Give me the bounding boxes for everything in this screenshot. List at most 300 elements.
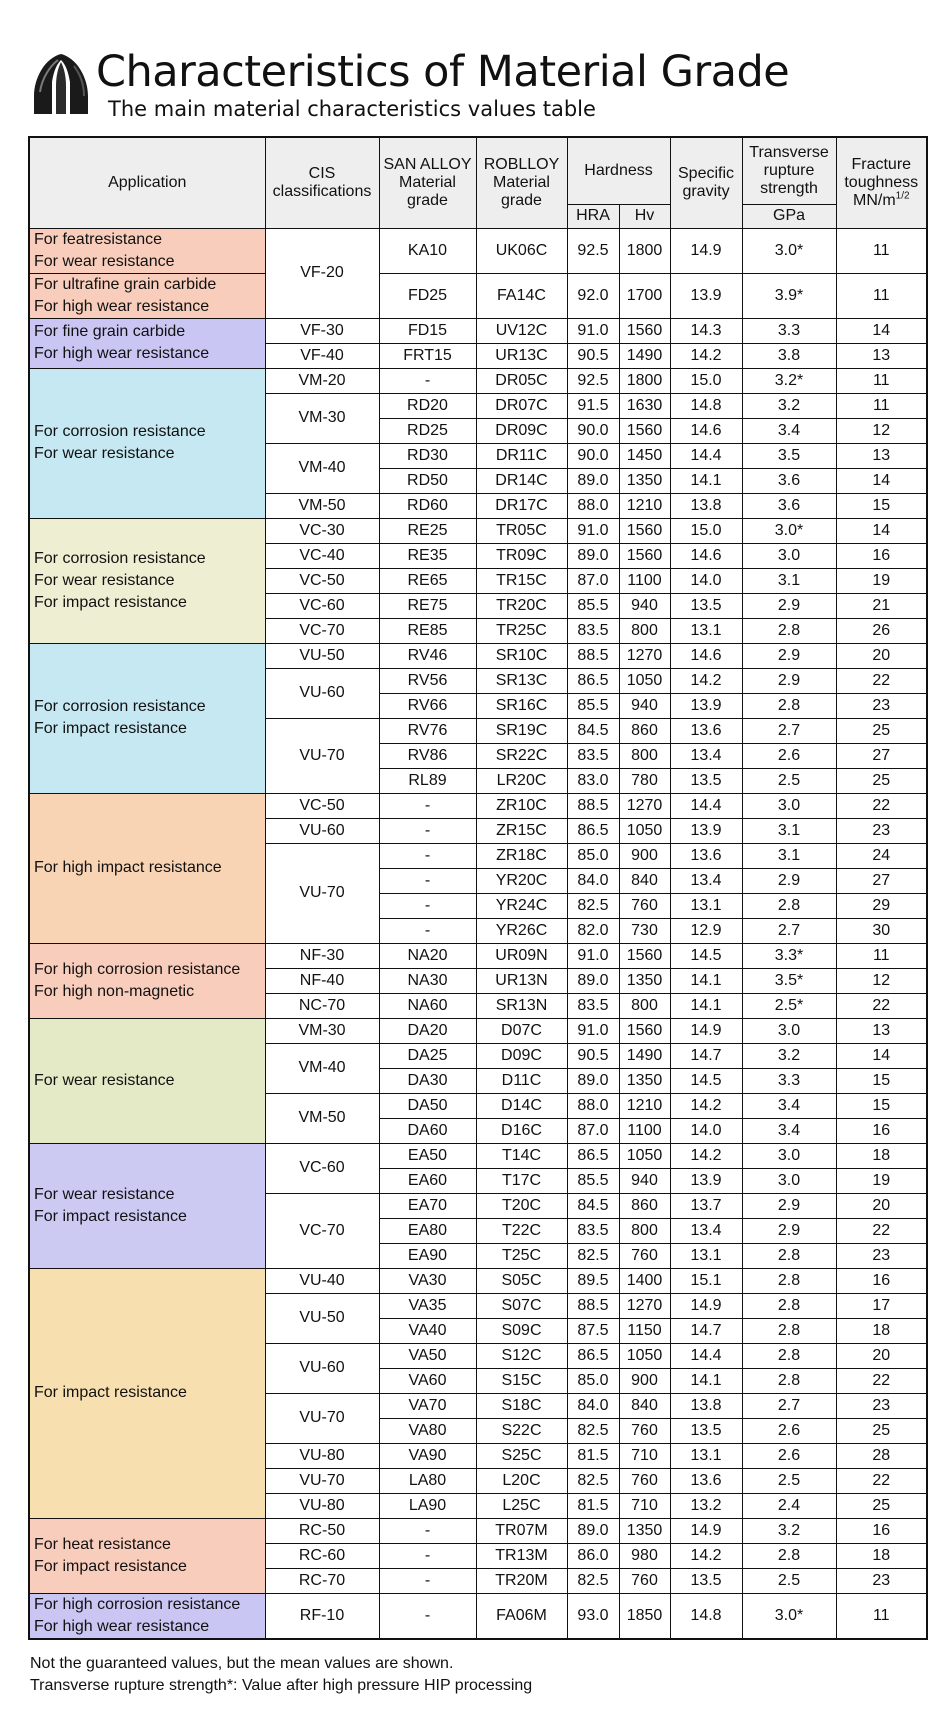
table-row — [29, 1518, 927, 1543]
roblloy-grade: SR19C — [476, 718, 567, 743]
cis-classification-cell: VM-30 — [265, 393, 379, 443]
cis-classification-cell: VM-50 — [265, 1093, 379, 1143]
header-application: Application — [29, 137, 265, 228]
fracture-toughness-value: 20 — [836, 1193, 927, 1218]
trs-value: 2.8 — [742, 1543, 836, 1568]
fracture-toughness-value: 19 — [836, 1168, 927, 1193]
hra-value: 85.0 — [567, 843, 619, 868]
hra-value: 91.0 — [567, 1018, 619, 1043]
cis-classification-cell: VU-60 — [265, 1343, 379, 1393]
hra-value: 83.0 — [567, 768, 619, 793]
cis-classification-cell: VU-60 — [265, 818, 379, 843]
roblloy-grade: DR14C — [476, 468, 567, 493]
cis-classification-cell: VU-70 — [265, 843, 379, 943]
hra-value: 91.0 — [567, 318, 619, 343]
cis-classification-cell: NF-40 — [265, 968, 379, 993]
san-alloy-grade: VA70 — [379, 1393, 476, 1418]
hv-value: 840 — [619, 1393, 670, 1418]
hra-value: 88.5 — [567, 643, 619, 668]
roblloy-grade: T14C — [476, 1143, 567, 1168]
footnote-mean-values: Not the guaranteed values, but the mean values are shown. — [30, 1655, 454, 1672]
cis-classification-cell: VM-40 — [265, 443, 379, 493]
roblloy-grade: S25C — [476, 1443, 567, 1468]
hv-value: 1560 — [619, 943, 670, 968]
san-alloy-grade: DA60 — [379, 1118, 476, 1143]
hv-value: 1400 — [619, 1268, 670, 1293]
hra-value: 83.5 — [567, 743, 619, 768]
hv-value: 1800 — [619, 368, 670, 393]
cis-classification-cell: VC-60 — [265, 1143, 379, 1193]
fracture-toughness-value: 22 — [836, 1368, 927, 1393]
trs-value: 3.1 — [742, 568, 836, 593]
san-alloy-grade: - — [379, 368, 476, 393]
material-grade-table — [28, 136, 928, 1640]
fracture-toughness-value: 30 — [836, 918, 927, 943]
fracture-toughness-value: 16 — [836, 543, 927, 568]
roblloy-grade: S09C — [476, 1318, 567, 1343]
application-line: For impact resistance — [34, 593, 187, 611]
san-alloy-grade: RE85 — [379, 618, 476, 643]
roblloy-grade: S18C — [476, 1393, 567, 1418]
san-alloy-grade: - — [379, 868, 476, 893]
roblloy-grade: FA06M — [476, 1593, 567, 1639]
hra-value: 91.5 — [567, 393, 619, 418]
roblloy-grade: YR26C — [476, 918, 567, 943]
hv-value: 1050 — [619, 1343, 670, 1368]
hra-value: 82.5 — [567, 1568, 619, 1593]
cis-classification-cell: VU-70 — [265, 1468, 379, 1493]
fracture-toughness-value: 25 — [836, 1418, 927, 1443]
application-line: For high wear resistance — [34, 297, 210, 315]
fracture-toughness-value: 23 — [836, 818, 927, 843]
cis-classification-cell: VM-20 — [265, 368, 379, 393]
hra-value: 89.5 — [567, 1268, 619, 1293]
fracture-toughness-value: 16 — [836, 1518, 927, 1543]
specific-gravity-value: 13.1 — [670, 1243, 742, 1268]
header-hra: HRA — [567, 204, 619, 228]
cis-classification-cell: RC-50 — [265, 1518, 379, 1543]
hv-value: 710 — [619, 1443, 670, 1468]
specific-gravity-value: 13.5 — [670, 1568, 742, 1593]
fracture-toughness-value: 29 — [836, 893, 927, 918]
fracture-toughness-value: 18 — [836, 1143, 927, 1168]
fracture-toughness-value: 11 — [836, 1593, 927, 1639]
table-row — [29, 228, 927, 273]
hra-value: 89.0 — [567, 968, 619, 993]
trs-value: 3.4 — [742, 1093, 836, 1118]
trs-value: 3.5* — [742, 968, 836, 993]
specific-gravity-value: 13.8 — [670, 493, 742, 518]
application-line: For high corrosion resistance — [34, 960, 241, 978]
header-fracture — [836, 137, 927, 228]
roblloy-grade: TR09C — [476, 543, 567, 568]
fracture-toughness-value: 14 — [836, 518, 927, 543]
hra-value: 87.0 — [567, 568, 619, 593]
specific-gravity-value: 13.9 — [670, 1168, 742, 1193]
roblloy-grade: D14C — [476, 1093, 567, 1118]
cis-classification-cell: VM-50 — [265, 493, 379, 518]
cis-classification-cell: VU-80 — [265, 1443, 379, 1468]
hv-value: 1270 — [619, 793, 670, 818]
roblloy-grade: L25C — [476, 1493, 567, 1518]
fracture-toughness-value: 27 — [836, 868, 927, 893]
specific-gravity-value: 14.8 — [670, 393, 742, 418]
page-title: Characteristics of Material Grade — [96, 47, 790, 97]
specific-gravity-value: 14.4 — [670, 793, 742, 818]
fracture-toughness-value: 22 — [836, 793, 927, 818]
roblloy-grade: TR05C — [476, 518, 567, 543]
hv-value: 940 — [619, 1168, 670, 1193]
header-hv: Hv — [619, 204, 670, 228]
hv-value: 800 — [619, 743, 670, 768]
trs-value: 2.7 — [742, 1393, 836, 1418]
application-cell — [29, 518, 265, 643]
san-alloy-grade: RV56 — [379, 668, 476, 693]
cis-classification-cell: VU-40 — [265, 1268, 379, 1293]
san-alloy-grade: VA40 — [379, 1318, 476, 1343]
hra-value: 91.0 — [567, 518, 619, 543]
san-alloy-grade: RD20 — [379, 393, 476, 418]
specific-gravity-value: 14.5 — [670, 943, 742, 968]
application-cell — [29, 643, 265, 793]
san-alloy-grade: RD25 — [379, 418, 476, 443]
fracture-toughness-value: 15 — [836, 493, 927, 518]
specific-gravity-value: 14.6 — [670, 418, 742, 443]
hv-value: 1050 — [619, 818, 670, 843]
application-cell — [29, 1018, 265, 1143]
roblloy-grade: L20C — [476, 1468, 567, 1493]
table-row — [29, 1593, 927, 1639]
specific-gravity-value: 14.2 — [670, 343, 742, 368]
cis-classification-cell: VU-50 — [265, 1293, 379, 1343]
page-subtitle: The main material characteristics values table — [108, 97, 596, 121]
roblloy-grade: UR13N — [476, 968, 567, 993]
application-line: For fine grain carbide — [34, 323, 186, 340]
hv-value: 860 — [619, 718, 670, 743]
roblloy-grade: UR13C — [476, 343, 567, 368]
application-line: For impact resistance — [34, 1384, 187, 1401]
fracture-toughness-value: 25 — [836, 718, 927, 743]
header-specific-gravity: Specific gravity — [670, 137, 742, 228]
fracture-toughness-value: 23 — [836, 1243, 927, 1268]
hra-value: 84.0 — [567, 1393, 619, 1418]
fracture-toughness-value: 17 — [836, 1293, 927, 1318]
application-line: For corrosion resistance — [34, 698, 206, 715]
application-line: For wear resistance — [34, 445, 175, 462]
hv-value: 1350 — [619, 1518, 670, 1543]
specific-gravity-value: 13.4 — [670, 743, 742, 768]
roblloy-grade: DR17C — [476, 493, 567, 518]
hv-value: 780 — [619, 768, 670, 793]
trs-value: 3.0 — [742, 793, 836, 818]
specific-gravity-value: 14.0 — [670, 1118, 742, 1143]
cis-classification-cell: VF-30 — [265, 318, 379, 343]
trs-value: 3.6 — [742, 468, 836, 493]
san-alloy-grade: EA70 — [379, 1193, 476, 1218]
san-alloy-grade: DA50 — [379, 1093, 476, 1118]
trs-value: 3.9* — [742, 273, 836, 318]
hra-value: 92.5 — [567, 228, 619, 273]
san-alloy-grade: LA90 — [379, 1493, 476, 1518]
application-line: For impact resistance — [34, 720, 187, 737]
fracture-toughness-value: 11 — [836, 368, 927, 393]
trs-value: 2.8 — [742, 618, 836, 643]
application-line: For corrosion resistance — [34, 423, 206, 440]
hra-value: 81.5 — [567, 1443, 619, 1468]
application-cell — [29, 318, 265, 368]
cis-classification-cell: VC-40 — [265, 543, 379, 568]
specific-gravity-value: 14.4 — [670, 443, 742, 468]
san-alloy-grade: RL89 — [379, 768, 476, 793]
table-row — [29, 518, 927, 543]
fracture-toughness-value: 18 — [836, 1318, 927, 1343]
roblloy-grade: TR07M — [476, 1518, 567, 1543]
roblloy-grade: D09C — [476, 1043, 567, 1068]
hra-value: 86.0 — [567, 1543, 619, 1568]
header-trs-unit: GPa — [742, 204, 836, 228]
cis-classification-cell: VU-60 — [265, 668, 379, 718]
san-alloy-grade: DA30 — [379, 1068, 476, 1093]
specific-gravity-value: 14.6 — [670, 543, 742, 568]
san-alloy-grade: RV76 — [379, 718, 476, 743]
roblloy-grade: TR20C — [476, 593, 567, 618]
application-line: For featresistance — [34, 230, 163, 248]
trs-value: 3.1 — [742, 818, 836, 843]
header-roblloy: ROBLLOY Material grade — [476, 137, 567, 228]
fracture-toughness-value: 22 — [836, 1218, 927, 1243]
hv-value: 1270 — [619, 1293, 670, 1318]
specific-gravity-value: 14.4 — [670, 1343, 742, 1368]
fracture-toughness-value: 15 — [836, 1093, 927, 1118]
fracture-toughness-value: 23 — [836, 693, 927, 718]
trs-value: 2.8 — [742, 1293, 836, 1318]
san-alloy-grade: RE75 — [379, 593, 476, 618]
hv-value: 840 — [619, 868, 670, 893]
hv-value: 760 — [619, 1468, 670, 1493]
san-alloy-grade: DA20 — [379, 1018, 476, 1043]
hv-value: 1350 — [619, 1068, 670, 1093]
trs-value: 3.0* — [742, 518, 836, 543]
hra-value: 83.5 — [567, 1218, 619, 1243]
hra-value: 86.5 — [567, 1143, 619, 1168]
trs-value: 2.8 — [742, 693, 836, 718]
header-fracture-label: Fracture toughness — [844, 155, 919, 191]
roblloy-grade: SR22C — [476, 743, 567, 768]
hra-value: 85.0 — [567, 1368, 619, 1393]
san-alloy-grade: FRT15 — [379, 343, 476, 368]
hv-value: 940 — [619, 693, 670, 718]
fracture-toughness-value: 28 — [836, 1443, 927, 1468]
hv-value: 800 — [619, 993, 670, 1018]
application-line: For high corrosion resistance — [34, 1595, 241, 1613]
trs-value: 3.0* — [742, 228, 836, 273]
hra-value: 90.5 — [567, 1043, 619, 1068]
application-cell — [29, 793, 265, 943]
trs-value: 3.0 — [742, 1143, 836, 1168]
hra-value: 90.0 — [567, 418, 619, 443]
roblloy-grade: T22C — [476, 1218, 567, 1243]
application-line: For high wear resistance — [34, 1617, 210, 1635]
specific-gravity-value: 14.1 — [670, 468, 742, 493]
specific-gravity-value: 14.9 — [670, 1518, 742, 1543]
specific-gravity-value: 13.1 — [670, 618, 742, 643]
hra-value: 81.5 — [567, 1493, 619, 1518]
hv-value: 760 — [619, 1243, 670, 1268]
roblloy-grade: UR09N — [476, 943, 567, 968]
cis-classification-cell: RC-60 — [265, 1543, 379, 1568]
cis-classification-cell: VC-70 — [265, 1193, 379, 1268]
cis-classification-cell: NF-30 — [265, 943, 379, 968]
cis-classification-cell: RF-10 — [265, 1593, 379, 1639]
hra-value: 82.5 — [567, 1468, 619, 1493]
roblloy-grade: YR20C — [476, 868, 567, 893]
fracture-toughness-value: 15 — [836, 1068, 927, 1093]
fracture-toughness-value: 14 — [836, 468, 927, 493]
san-alloy-grade: FD15 — [379, 318, 476, 343]
cis-classification-cell: VM-30 — [265, 1018, 379, 1043]
cis-classification-cell: VC-70 — [265, 618, 379, 643]
hra-value: 89.0 — [567, 1068, 619, 1093]
san-alloy-grade: FD25 — [379, 273, 476, 318]
application-line: For high impact resistance — [34, 859, 222, 876]
fracture-toughness-value: 22 — [836, 668, 927, 693]
hra-value: 93.0 — [567, 1593, 619, 1639]
san-alloy-grade: RD50 — [379, 468, 476, 493]
trs-value: 3.3 — [742, 318, 836, 343]
specific-gravity-value: 13.1 — [670, 1443, 742, 1468]
application-cell — [29, 1518, 265, 1593]
san-alloy-grade: - — [379, 1518, 476, 1543]
hra-value: 90.0 — [567, 443, 619, 468]
fracture-toughness-value: 27 — [836, 743, 927, 768]
specific-gravity-value: 14.2 — [670, 668, 742, 693]
san-alloy-grade: VA35 — [379, 1293, 476, 1318]
san-alloy-grade: RV66 — [379, 693, 476, 718]
specific-gravity-value: 14.3 — [670, 318, 742, 343]
roblloy-grade: S12C — [476, 1343, 567, 1368]
specific-gravity-value: 14.2 — [670, 1093, 742, 1118]
san-alloy-grade: - — [379, 1568, 476, 1593]
cis-classification-cell: VU-50 — [265, 643, 379, 668]
cis-classification-cell: NC-70 — [265, 993, 379, 1018]
san-alloy-grade: RV86 — [379, 743, 476, 768]
hv-value: 1560 — [619, 318, 670, 343]
cis-classification-cell: VM-40 — [265, 1043, 379, 1093]
hv-value: 1560 — [619, 518, 670, 543]
trs-value: 2.9 — [742, 593, 836, 618]
hra-value: 89.0 — [567, 1518, 619, 1543]
trs-value: 3.0* — [742, 1593, 836, 1639]
hv-value: 1490 — [619, 1043, 670, 1068]
san-alloy-grade: EA90 — [379, 1243, 476, 1268]
hv-value: 800 — [619, 1218, 670, 1243]
specific-gravity-value: 14.1 — [670, 993, 742, 1018]
roblloy-grade: T25C — [476, 1243, 567, 1268]
hra-value: 88.5 — [567, 793, 619, 818]
hv-value: 860 — [619, 1193, 670, 1218]
fracture-toughness-value: 11 — [836, 943, 927, 968]
specific-gravity-value: 15.0 — [670, 368, 742, 393]
trs-value: 2.7 — [742, 918, 836, 943]
specific-gravity-value: 14.9 — [670, 1018, 742, 1043]
hra-value: 88.0 — [567, 493, 619, 518]
fracture-toughness-value: 24 — [836, 843, 927, 868]
roblloy-grade: D07C — [476, 1018, 567, 1043]
hv-value: 760 — [619, 1418, 670, 1443]
table-row — [29, 368, 927, 393]
san-alloy-grade: DA25 — [379, 1043, 476, 1068]
hra-value: 83.5 — [567, 993, 619, 1018]
table-body — [29, 228, 927, 1639]
header-cis: CIS classifications — [265, 137, 379, 228]
hv-value: 800 — [619, 618, 670, 643]
fracture-toughness-value: 13 — [836, 443, 927, 468]
hra-value: 86.5 — [567, 668, 619, 693]
san-alloy-grade: - — [379, 818, 476, 843]
specific-gravity-value: 14.7 — [670, 1043, 742, 1068]
roblloy-grade: TR25C — [476, 618, 567, 643]
hv-value: 1450 — [619, 443, 670, 468]
trs-value: 3.2 — [742, 1518, 836, 1543]
hv-value: 940 — [619, 593, 670, 618]
trs-value: 3.2 — [742, 393, 836, 418]
trs-value: 3.6 — [742, 493, 836, 518]
hra-value: 85.5 — [567, 1168, 619, 1193]
trs-value: 2.9 — [742, 668, 836, 693]
specific-gravity-value: 14.2 — [670, 1143, 742, 1168]
trs-value: 2.8 — [742, 893, 836, 918]
trs-value: 3.4 — [742, 418, 836, 443]
san-alloy-grade: VA60 — [379, 1368, 476, 1393]
specific-gravity-value: 13.9 — [670, 693, 742, 718]
fracture-toughness-value: 16 — [836, 1268, 927, 1293]
hv-value: 710 — [619, 1493, 670, 1518]
application-cell — [29, 943, 265, 1018]
san-alloy-grade: RD30 — [379, 443, 476, 468]
fracture-toughness-value: 12 — [836, 968, 927, 993]
roblloy-grade: DR09C — [476, 418, 567, 443]
fracture-toughness-value: 26 — [836, 618, 927, 643]
hv-value: 1800 — [619, 228, 670, 273]
specific-gravity-value: 14.5 — [670, 1068, 742, 1093]
roblloy-grade: UV12C — [476, 318, 567, 343]
table-row — [29, 1268, 927, 1293]
specific-gravity-value: 14.1 — [670, 1368, 742, 1393]
application-line: For heat resistance — [34, 1535, 171, 1553]
specific-gravity-value: 13.6 — [670, 718, 742, 743]
hra-value: 88.5 — [567, 1293, 619, 1318]
specific-gravity-value: 13.8 — [670, 1393, 742, 1418]
roblloy-grade: T17C — [476, 1168, 567, 1193]
fracture-toughness-value: 11 — [836, 393, 927, 418]
roblloy-grade: S07C — [476, 1293, 567, 1318]
logo-icon — [30, 52, 92, 116]
trs-value: 2.9 — [742, 643, 836, 668]
hv-value: 1350 — [619, 968, 670, 993]
roblloy-grade: D16C — [476, 1118, 567, 1143]
specific-gravity-value: 13.5 — [670, 593, 742, 618]
hv-value: 1210 — [619, 493, 670, 518]
hv-value: 1630 — [619, 393, 670, 418]
trs-value: 2.5* — [742, 993, 836, 1018]
table-row — [29, 1018, 927, 1043]
trs-value: 3.5 — [742, 443, 836, 468]
trs-value: 2.5 — [742, 768, 836, 793]
fracture-toughness-value: 25 — [836, 768, 927, 793]
hra-value: 86.5 — [567, 1343, 619, 1368]
hv-value: 1350 — [619, 468, 670, 493]
roblloy-grade: SR13C — [476, 668, 567, 693]
